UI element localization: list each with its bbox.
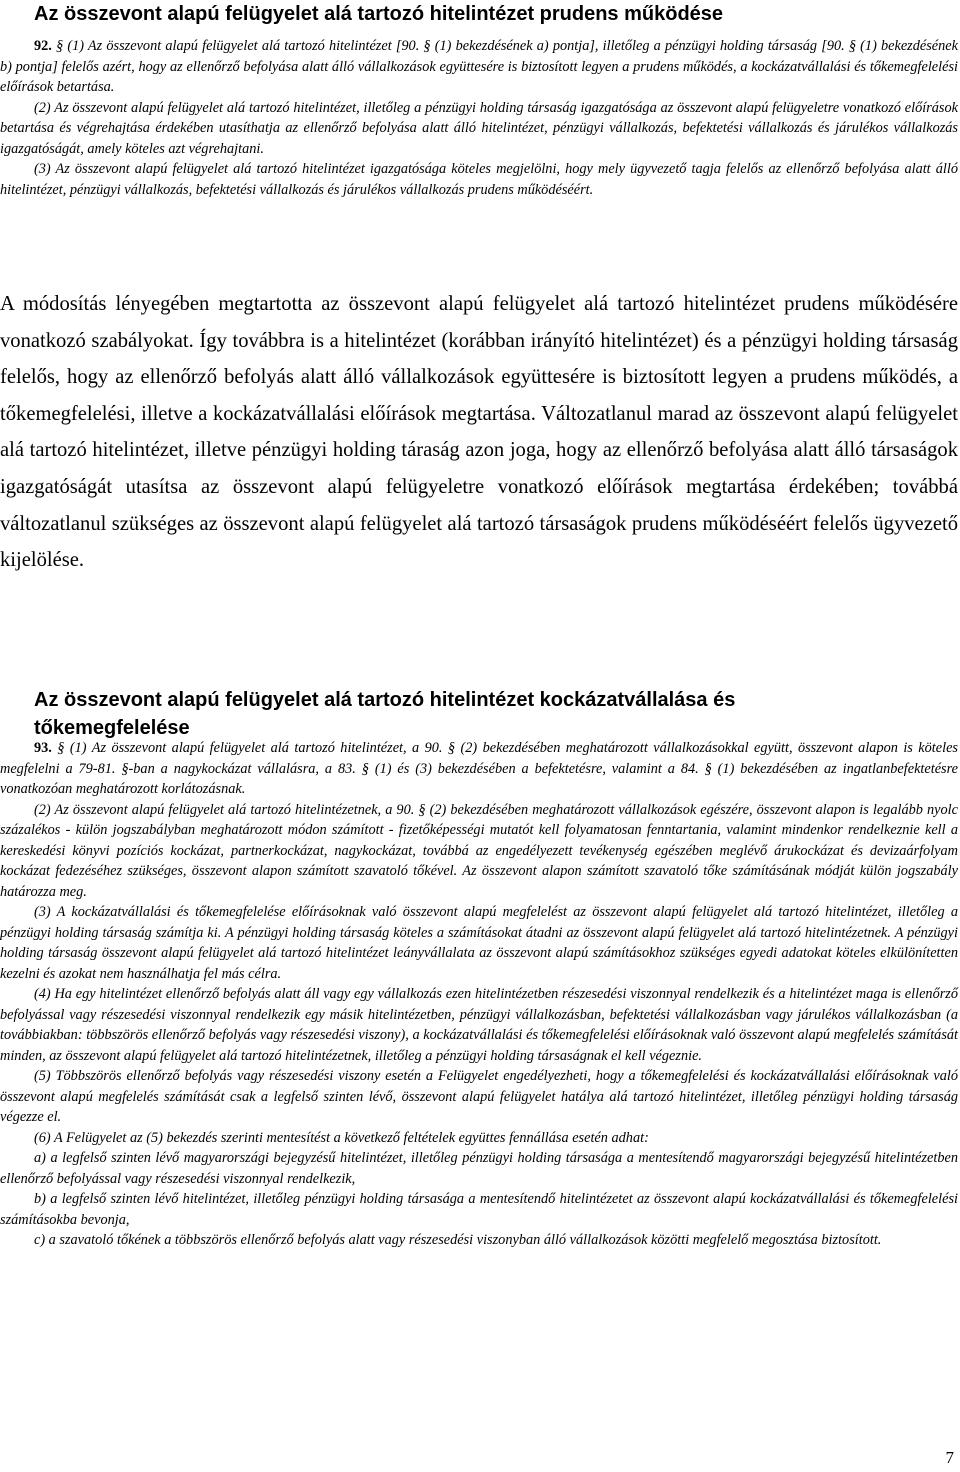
- section-number-92: 92.: [34, 38, 52, 54]
- paragraph-93-6: (6) A Felügyelet az (5) bekezdés szerinti mentesítést a következő feltételek együttes fennállása esetén adhat:: [34, 1129, 649, 1146]
- paragraph-93-1: [0, 738, 958, 800]
- paragraph-92-2: (2) Az összevont alapú felügyelet alá tartozó hitelintézet, illetőleg a pénzügyi holding társaság igazgatósága az összevont alapú felügyeletre vonatkozó előírások betartása és végrehajtása érdekében utasíthatja az ellenőrző befolyása alatt álló hitelintézet, pénzügyi vállalkozás, befektetési vállalkozás és járulékos vállalkozás igazgatóságát, amely köteles azt végrehajtani.: [0, 99, 958, 157]
- paragraph-93-2: (2) Az összevont alapú felügyelet alá tartozó hitelintézetnek, a 90. § (2) bekezdésében meghatározott vállalkozások egészére, összevont alapon is legalább nyolc százalékos - külön jogszabályban meghatározott módon számított - fizetőképességi mutatót kell folyamatosan fenntartania, valamint mindenkor rendelkeznie kell a kereskedési könyvi pozíciós kockázat, partnerkockázat, nagykockázat, továbbá az engedélyezett tevékenység egészében meglévő árukockázat és devizaárfolyam kockázat fedezéséhez szükséges, összevont alapon számított szavatoló tőkével. Az összevont alapon számított szavatoló tőke számításának módját külön jogszabály határozza meg.: [0, 801, 958, 900]
- paragraph-92-3: (3) Az összevont alapú felügyelet alá tartozó hitelintézet igazgatósága köteles megjelölni, hogy mely ügyvezető tagja felelős az ellenőrző befolyása alatt álló hitelintézet, pénzügyi vállalkozás, befektetési vállalkozás és járulékos vállalkozás prudens működéséért.: [0, 161, 958, 198]
- paragraph-93-6a: a) a legfelső szinten lévő magyarországi bejegyzésű hitelintézet, illetőleg pénzügyi holding társasága a mentesítendő magyarországi bejegyzésű hitelintézetben ellenőrző befolyással vagy részesedési viszonnyal rendelkezik,: [0, 1150, 958, 1187]
- section-heading-prudent-operation: Az összevont alapú felügyelet alá tartozó hitelintézet prudens működése: [34, 3, 724, 25]
- paragraph-93-6c: c) a szavatoló tőkének a többszörös ellenőrző befolyás alatt vagy részesedési viszonyban álló vállalkozások közötti megfelelő megosztása biztosított.: [34, 1232, 882, 1248]
- page-number: 7: [945, 1448, 954, 1467]
- paragraph-93-3: (3) A kockázatvállalási és tőkemegfelelése előírásoknak való összevont alapú megfelelést az összevont alapú felügyelet alá tartozó hitelintézet, illetőleg a pénzügyi holding társaság számítja ki. A pénzügyi holding társaság köteles a számításokat átadni az összevont alapú felügyelet alá tartozó hitelintézetnek. A pénzügyi holding társaság összevont alapú felügyelet alá tartozó hitelintézet leányvállalata az összevont alapú számításokhoz szükséges egyedi adatokat köteles elkülönítetten kezelni és azokat nem használhatja fel más célra.: [0, 904, 958, 982]
- commentary-paragraph: A módosítás lényegében megtartotta az összevont alapú felügyelet alá tartozó hitelintézet prudens működésére vonatkozó szabályokat. Így továbbra is a hitelintézet (korábban irányító hitelintézet) és a pénzügyi holding társaság felelős, hogy az ellenőrző befolyás alatt álló vállalkozások együttesére is biztosított legyen a prudens működés, a tőkemegfelelési, illetve a kockázatvállalási előírások megtartása. Változatlanul marad az összevont alapú felügyelet alá tartozó hitelintézet, illetve pénzügyi holding táraság azon joga, hogy az ellenőrző befolyása alatt álló társaságok igazgatóságát utasítsa az összevont alapú felügyeletre vonatkozó előírások megtartása érdekében; továbbá változatlanul szükséges az összevont alapú felügyelet alá tartozó társaságok prudens működéséért felelős ügyvezető kijelölése.: [0, 293, 958, 572]
- paragraph-93-1-text: § (1) Az összevont alapú felügyelet alá tartozó hitelintézet, a 90. § (2) bekezdésében meghatározott vállalkozásokkal együtt, összevont alapon is köteles megfelelni a 79-81. §-ban a nagykockázat vállalásra, a 83. § (1) és (3) bekezdésében a befektetésre, valamint a 84. § (1) bekezdésében az ingatlanbefektetésre vonatkozóan meghatározott korlátozásnak.: [0, 740, 958, 797]
- section-heading-risk-capital: Az összevont alapú felügyelet alá tartozó hitelintézet kockázatvállalása és tőkemegfelelése: [34, 689, 736, 739]
- paragraph-92-1: [0, 36, 958, 98]
- paragraph-92-1-text: § (1) Az összevont alapú felügyelet alá tartozó hitelintézet [90. § (1) bekezdésének a) pontja], illetőleg a pénzügyi holding társaság [90. § (1) bekezdésének b) pontja] felelős azért, hogy az ellenőrző befolyása alatt álló vállalkozások együttesére is biztosított legyen a prudens működés, a kockázatvállalási és tőkemegfelelési előírások betartása.: [0, 38, 958, 95]
- section-92-text: [0, 36, 958, 200]
- section-number-93: 93.: [34, 740, 52, 756]
- paragraph-93-6b: b) a legfelső szinten lévő hitelintézet, illetőleg pénzügyi holding társasága a mentesítendő hitelintézetet az összevont alapú kockázatvállalási és tőkemegfelelési számításokba bevonja,: [0, 1191, 958, 1228]
- paragraph-93-5: (5) Többszörös ellenőrző befolyás vagy részesedési viszony esetén a Felügyelet engedélyezheti, hogy a tőkemegfelelési és kockázatvállalási előírásoknak való összevont alapú megfelelés számítását csak a legfelső szinten lévő, összevont alapú felügyelet hatálya alá tartozó hitelintézet, illetőleg pénzügyi holding társaság végezze el.: [0, 1068, 958, 1125]
- section-93-text: [0, 738, 958, 1251]
- paragraph-93-4: (4) Ha egy hitelintézet ellenőrző befolyás alatt áll vagy egy vállalkozás ezen hitelintézetben részesedési viszonnyal rendelkezik és a hitelintézet maga is ellenőrző befolyással vagy részesedési viszonnyal rendelkezik egy másik hitelintézetben, pénzügyi vállalkozásban, befektetési vállalkozásban vagy járulékos vállalkozásban (a továbbiakban: többszörös ellenőrző befolyás vagy részesedési viszony), a kockázatvállalási és tőkemegfelelési előírásoknak való összevont alapú megfelelés számítását minden, az összevont alapú felügyelet alá tartozó hitelintézetnek, illetőleg a pénzügyi holding társaságnak el kell végeznie.: [0, 986, 958, 1064]
